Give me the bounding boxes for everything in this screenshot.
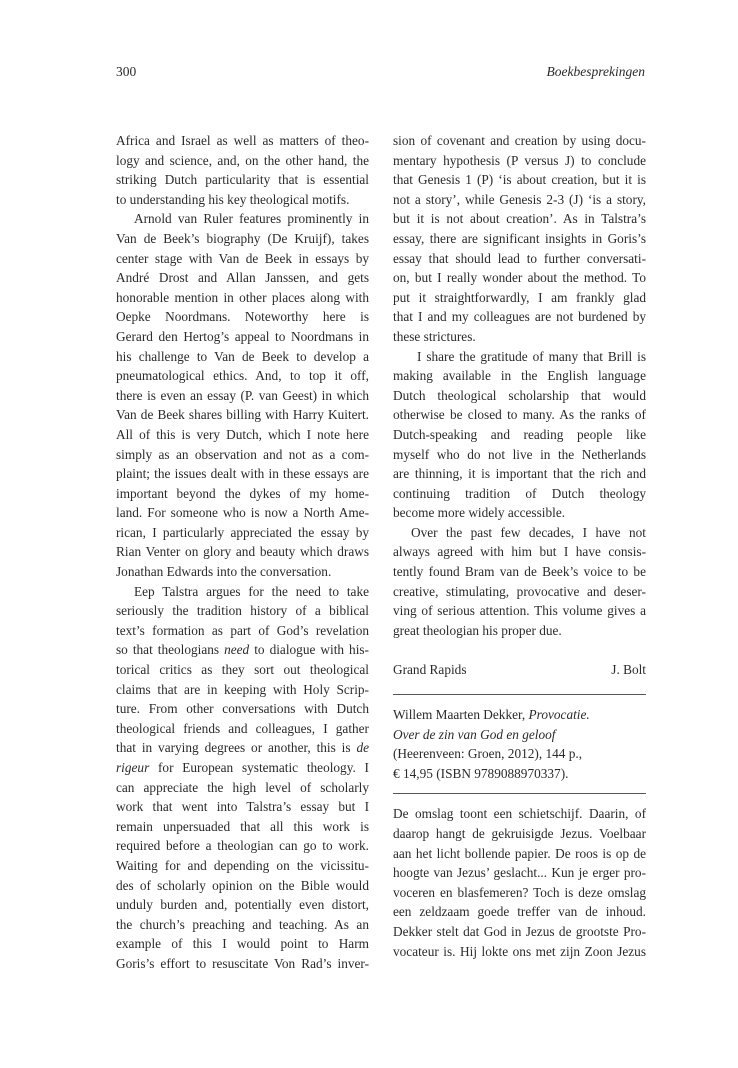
text-line: continuing tradition of Dutch theology: [393, 485, 646, 501]
text-line: rican, I particularly appreciated the essay by: [116, 524, 369, 540]
text-line: Eep Talstra argues for the need to take: [134, 583, 369, 599]
text-line: essay, there are significant insights in Goris’s: [393, 230, 646, 246]
text-line: can appreciate the high level of scholarly: [116, 779, 369, 795]
text-line: Gerard den Hertog’s appeal to Noordmans in: [116, 328, 369, 344]
text-line: seriously the tradition history of a biblical: [116, 603, 369, 619]
text-line: plaint; the issues dealt with in these essays are: [116, 466, 369, 482]
emphasis-need: need: [224, 642, 250, 658]
text-line: vocateur is. Hij lokte ons met zijn Zoon Jezus: [393, 943, 646, 959]
text-line: myself who do not live in the Netherlands: [393, 446, 646, 462]
text-line: Oepke Noordmans. Noteworthy here is: [116, 309, 369, 325]
text-line: Over the past few decades, I have not: [411, 524, 646, 540]
text-line: these strictures.: [393, 328, 476, 344]
text-line: I share the gratitude of many that Brill is: [417, 348, 646, 364]
text-line: [116, 758, 369, 778]
text-run: so that theologians: [116, 642, 220, 658]
text-line: creative, stimulating, provocative and deser-: [393, 583, 646, 599]
emphasis-rigeur: rigeur: [116, 760, 150, 775]
divider: [393, 694, 646, 695]
text-line: logy and science, and, on the other hand, the: [116, 152, 369, 168]
text-run: to dialogue with his-: [254, 642, 369, 658]
text-line: sion of covenant and creation by using docu-: [393, 133, 646, 148]
text-line: to understanding his key theological motifs.: [116, 191, 350, 207]
text-line: example of this I would point to Harm: [116, 936, 369, 952]
text-line: become more widely accessible.: [393, 505, 566, 521]
text-line: voceren en blasfemeren? Toch is deze omslag: [393, 884, 646, 900]
left-column: [116, 131, 369, 974]
text-line: his challenge to Van de Beek to develop a: [116, 348, 369, 364]
text-line: simply as an observation and not as a com-: [116, 446, 369, 462]
text-line: honorable mention in other places along with: [116, 289, 369, 305]
text-line: Arnold van Ruler features prominently in: [134, 211, 369, 227]
text-line: Jonathan Edwards into the conversation.: [116, 564, 332, 580]
text-line: [116, 738, 369, 758]
text-line: striking Dutch particularity that is essential: [116, 172, 369, 188]
text-line: Rian Venter on glory and beauty which draws: [116, 544, 369, 560]
text-line: making available in the English language: [393, 368, 646, 384]
text-line: een zeldzaam goede treffer van de inhoud.: [393, 904, 646, 920]
text-line: always agreed with him but I have consis-: [393, 544, 646, 560]
text-line: All of this is very Dutch, which I note here: [116, 426, 369, 442]
text-line: the church’s preaching and teaching. As an: [116, 916, 369, 932]
bib-author: Willem Maarten Dekker,: [393, 707, 526, 723]
text-line: center stage with Van de Beek in essays by: [116, 250, 369, 266]
text-line: Van de Beek’s biography (De Kruijf), takes: [116, 230, 369, 246]
text-line: unduly burden and, potentially even distort,: [116, 897, 369, 913]
text-line: theological friends and colleagues, I gather: [116, 720, 369, 736]
bib-subtitle: Over de zin van God en geloof: [393, 726, 556, 742]
text-line: land. For someone who is now a North Ame-: [116, 505, 369, 521]
text-line: Van de Beek shares billing with Harry Kuitert.: [116, 407, 369, 423]
signature-author: J. Bolt: [611, 662, 646, 678]
emphasis-de: de: [356, 740, 369, 756]
text-line: [116, 640, 369, 660]
bib-price: € 14,95 (ISBN 9789088970337).: [393, 765, 569, 781]
text-line: text’s formation as part of God’s revelation: [116, 622, 369, 638]
signature: [393, 660, 646, 680]
text-line: hoogte van Jezus’ geslacht... Kun je erger pro-: [393, 865, 646, 881]
text-line: work that went into Talstra’s essay but I: [116, 799, 369, 815]
text-line: Dekker stelt dat God in Jezus de grootste Pro-: [393, 923, 646, 939]
text-run: that in varying degrees or another, this is: [116, 740, 351, 756]
text-line: there is even an essay (P. van Geest) in which: [116, 387, 369, 403]
text-line: remain unpersuaded that all this work is: [116, 818, 369, 834]
text-line: but it is not about creation’. As in Talstra’s: [393, 211, 646, 227]
text-run: for European systematic theology. I: [158, 760, 369, 775]
text-line: required before a theologian can go to work.: [116, 838, 369, 854]
text-line: important beyond the dykes of my home-: [116, 485, 369, 501]
review-text: [393, 804, 646, 961]
text-line: ture. From other conversations with Dutch: [116, 701, 369, 717]
text-line: Africa and Israel as well as matters of theo-: [116, 133, 369, 148]
text-line: put it straightforwardly, I am frankly glad: [393, 289, 646, 305]
page-number: 300: [116, 64, 137, 79]
text-line: not a story’, while Genesis 2-3 (J) ‘is a story,: [393, 191, 646, 207]
right-column: [393, 131, 646, 961]
divider: [393, 793, 646, 794]
text-line: that Genesis 1 (P) ‘is about creation, but it is: [393, 172, 646, 188]
text-line: pneumatological ethics. And, to top it off,: [116, 368, 369, 384]
text-line: Dutch theological scholarship that would: [393, 387, 646, 403]
text-line: torical critics as they sort out theological: [116, 662, 369, 678]
text-line: De omslag toont een schietschijf. Daarin, of: [393, 806, 646, 822]
text-line: aan het licht bollende papier. De roos is op de: [393, 845, 646, 861]
text-line: André Drost and Allan Janssen, and gets: [116, 270, 369, 286]
text-line: otherwise be closed to many. As the ranks of: [393, 407, 646, 423]
bib-title: Provocatie.: [528, 707, 590, 723]
text-line: that I and my colleagues are not burdened by: [393, 309, 646, 325]
text-line: mentary hypothesis (P versus J) to conclude: [393, 152, 646, 168]
text-line: daarop hangt de gekruisigde Jezus. Voelbaar: [393, 826, 646, 841]
text-line: claims that are in keeping with Holy Scrip-: [116, 681, 369, 697]
bib-publication: (Heerenveen: Groen, 2012), 144 p.,: [393, 746, 583, 762]
text-line: essay that should lead to further conversati-: [393, 250, 646, 266]
bib-line: [393, 705, 646, 725]
text-line: Waiting for and depending on the vicissitu-: [116, 857, 369, 873]
text-line: great theologian his proper due.: [393, 622, 562, 638]
text-line: are thinning, it is important that the rich and: [393, 466, 646, 482]
running-title: Boekbesprekingen: [546, 64, 645, 79]
text-line: ving of serious attention. This volume gives a: [393, 603, 646, 619]
signature-place: Grand Rapids: [393, 662, 467, 678]
bibliographic-entry: [393, 705, 646, 783]
text-line: tently found Bram van de Beek’s voice to be: [393, 564, 646, 580]
text-line: Goris’s effort to resuscitate Von Rad’s inver-: [116, 955, 369, 971]
text-line: on, but I really wonder about the method. To: [393, 270, 646, 286]
text-line: Dutch-speaking and reading people like: [393, 426, 646, 442]
text-line: des of scholarly opinion on the Bible would: [116, 877, 369, 893]
